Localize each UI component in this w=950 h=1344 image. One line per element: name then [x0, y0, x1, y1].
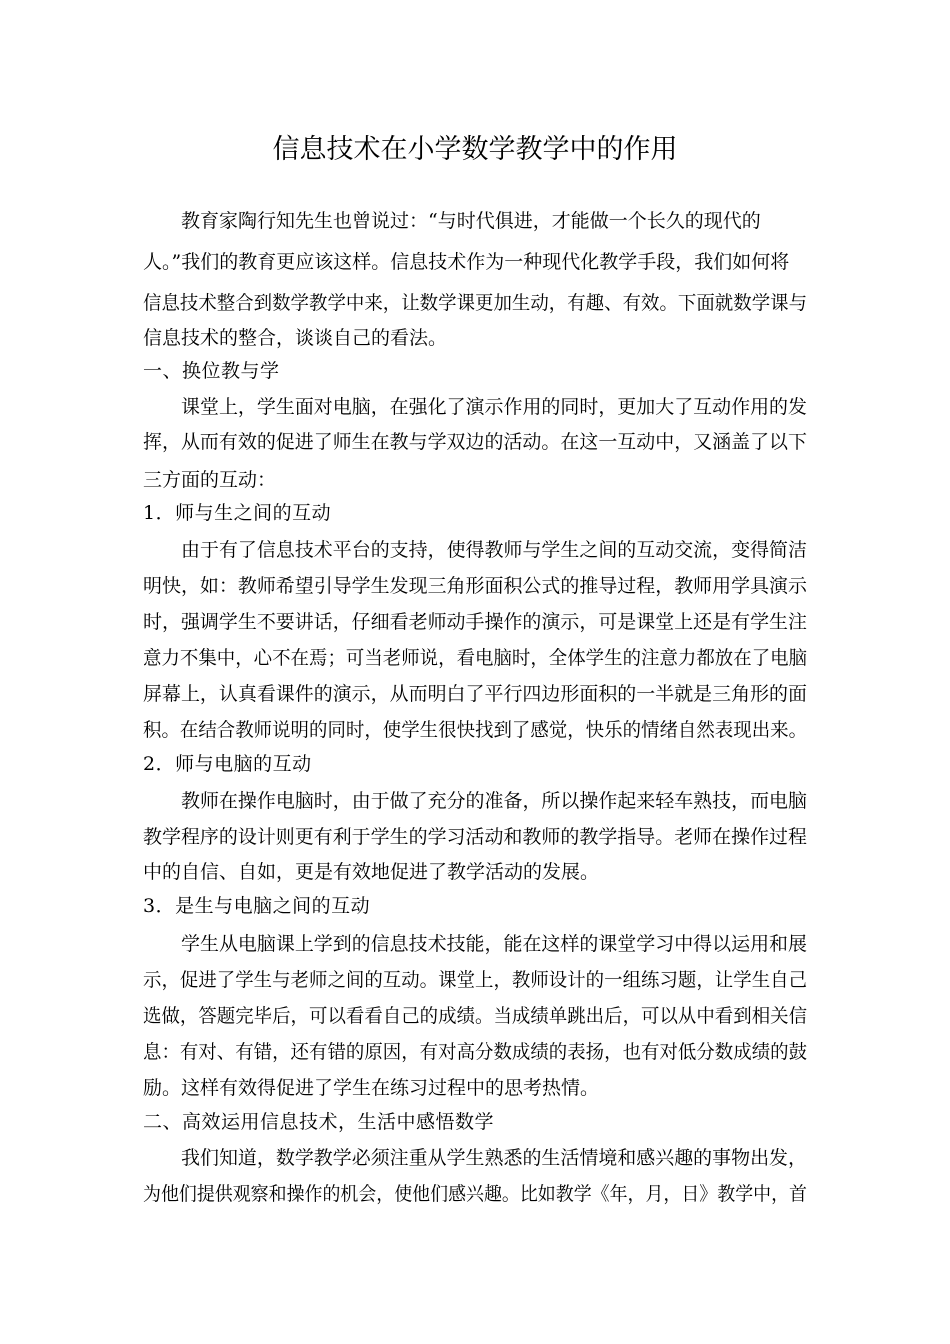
paragraph-line: 挥，从而有效的促进了师生在教与学双边的活动。在这一互动中，又涵盖了以下: [143, 431, 808, 453]
paragraph-line: 息：有对、有错，还有错的原因，有对高分数成绩的表扬，也有对低分数成绩的鼓: [143, 1041, 808, 1063]
paragraph-line: 中的自信、自如，更是有效地促进了教学活动的发展。: [143, 861, 600, 883]
paragraph-line: 三方面的互动：: [143, 469, 277, 491]
paragraph-line: 人。”我们的教育更应该这样。信息技术作为一种现代化教学手段，我们如何将: [143, 251, 790, 273]
paragraph-line: 信息技术整合到数学教学中来，让数学课更加生动，有趣、有效。下面就数学课与: [143, 292, 808, 314]
paragraph-line: 教师在操作电脑时，由于做了充分的准备，所以操作起来轻车熟技，而电脑: [181, 790, 808, 812]
subsection-heading: 1．师与生之间的互动: [143, 502, 332, 524]
paragraph-line: 时，强调学生不要讲话，仔细看老师动手操作的演示，可是课堂上还是有学生注: [143, 611, 808, 633]
paragraph-line: 示，促进了学生与老师之间的互动。课堂上，教师设计的一组练习题，让学生自己: [143, 969, 808, 991]
paragraph-line: 屏幕上，认真看课件的演示，从而明白了平行四边形面积的一半就是三角形的面: [143, 683, 808, 705]
section-heading: 二、高效运用信息技术，生活中感悟数学: [143, 1111, 495, 1133]
paragraph-line: 教育家陶行知先生也曾说过：“与时代俱进，才能做一个长久的现代的: [181, 210, 761, 232]
paragraph-line: 意力不集中，心不在焉；可当老师说，看电脑时，全体学生的注意力都放在了电脑: [143, 647, 808, 669]
paragraph-line: 选做，答题完毕后，可以看看自己的成绩。当成绩单跳出后，可以从中看到相关信: [143, 1005, 808, 1027]
paragraph-line: 信息技术的整合，谈谈自己的看法。: [143, 327, 448, 349]
paragraph-line: 学生从电脑课上学到的信息技术技能，能在这样的课堂学习中得以运用和展: [181, 933, 808, 955]
subsection-heading: 2．师与电脑的互动: [143, 753, 312, 775]
paragraph-line: 课堂上，学生面对电脑，在强化了演示作用的同时，更加大了互动作用的发: [181, 396, 808, 418]
document-title: 信息技术在小学数学教学中的作用: [272, 134, 678, 165]
paragraph-line: 励。这样有效得促进了学生在练习过程中的思考热情。: [143, 1077, 600, 1099]
paragraph-line: 明快，如：教师希望引导学生发现三角形面积公式的推导过程，教师用学具演示: [143, 575, 808, 597]
paragraph-line: 由于有了信息技术平台的支持，使得教师与学生之间的互动交流，变得简洁: [181, 539, 808, 561]
section-heading: 一、换位教与学: [143, 360, 280, 382]
paragraph-line: 积。在结合教师说明的同时，使学生很快找到了感觉，快乐的情绪自然表现出来。: [143, 719, 808, 741]
paragraph-line: 我们知道，数学教学必须注重从学生熟悉的生活情境和感兴趣的事物出发，: [181, 1147, 808, 1169]
subsection-heading: 3．是生与电脑之间的互动: [143, 895, 371, 917]
paragraph-line: 教学程序的设计则更有利于学生的学习活动和教师的教学指导。老师在操作过程: [143, 826, 808, 848]
paragraph-line: 为他们提供观察和操作的机会，使他们感兴趣。比如教学《年，月，日》教学中，首: [143, 1183, 807, 1205]
